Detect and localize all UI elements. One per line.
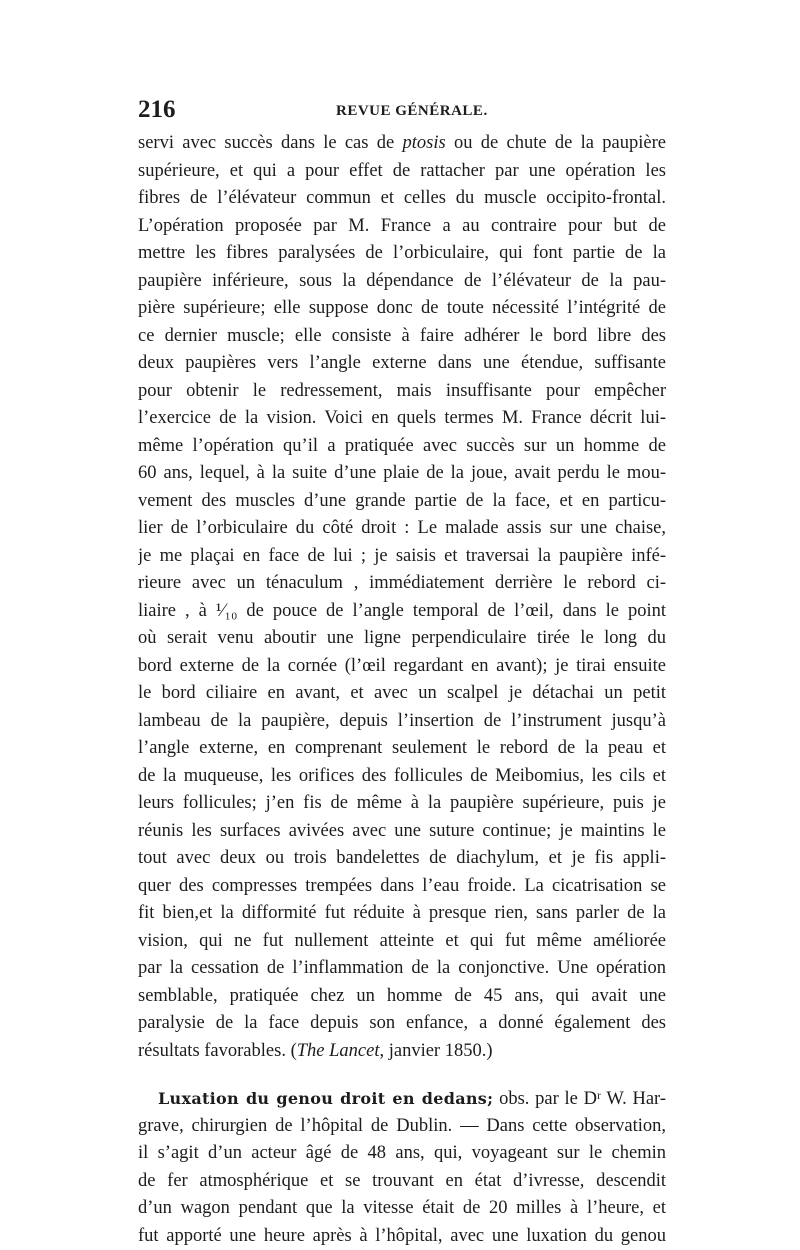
text-line: L’opération proposée par M. France a au contraire pour but de bbox=[138, 213, 666, 241]
text-line: par la cessation de l’inflammation de la conjonctive. Une opération bbox=[138, 955, 666, 983]
text-line: paupière inférieure, sous la dépendance de l’élévateur de la pau- bbox=[138, 268, 666, 296]
text-line: leurs follicules; j’en fis de même à la paupière supérieure, puis je bbox=[138, 790, 666, 818]
text-line: quer des compresses trempées dans l’eau froide. La cicatrisation se bbox=[138, 873, 666, 901]
page-number: 216 bbox=[138, 96, 176, 124]
paragraph-ptosis-operation bbox=[138, 130, 666, 1065]
text-line: lier de l’orbiculaire du côté droit : Le malade assis sur une chaise, bbox=[138, 515, 666, 543]
text-line: mettre les fibres paralysées de l’orbiculaire, qui font partie de la bbox=[138, 240, 666, 268]
term-ptosis: ptosis bbox=[403, 133, 446, 153]
text-line: où serait venu aboutir une ligne perpendiculaire tirée le long du bbox=[138, 625, 666, 653]
text-line: de fer atmosphérique et se trouvant en état d’ivresse, descendit bbox=[138, 1168, 666, 1196]
text-line: rieure avec un ténaculum , immédiatement derrière le rebord ci- bbox=[138, 570, 666, 598]
text-line: pour obtenir le redressement, mais insuffisante pour empêcher bbox=[138, 378, 666, 406]
text-line: vement des muscles d’une grande partie de la face, et en particu- bbox=[138, 488, 666, 516]
text-line: ce dernier muscle; elle consiste à faire adhérer le bord libre des bbox=[138, 323, 666, 351]
text-line: bord externe de la cornée (l’œil regardant en avant); je tirai ensuite bbox=[138, 653, 666, 681]
text-line: deux paupières vers l’angle externe dans une étendue, suffisante bbox=[138, 350, 666, 378]
text-line: liaire , à ¹⁄₁₀ de pouce de l’angle temporal de l’œil, dans le point bbox=[138, 598, 666, 626]
text-line: fut apporté une heure après à l’hôpital, avec une luxation du genou bbox=[138, 1223, 666, 1250]
text-line: il s’agit d’un acteur âgé de 48 ans, qui, voyageant sur le chemin bbox=[138, 1140, 666, 1168]
page-header bbox=[138, 96, 668, 126]
text-line: paralysie de la face depuis son enfance, a donné également des bbox=[138, 1010, 666, 1038]
text-line: 60 ans, lequel, à la suite d’une plaie de la joue, avait perdu le mou- bbox=[138, 460, 666, 488]
text-line: l’exercice de la vision. Voici en quels termes M. France décrit lui- bbox=[138, 405, 666, 433]
paragraph-knee-luxation bbox=[138, 1085, 666, 1250]
text-line: de la muqueuse, les orifices des follicules de Meibomius, les cils et bbox=[138, 763, 666, 791]
text-line: le bord ciliaire en avant, et avec un scalpel je détachai un petit bbox=[138, 680, 666, 708]
text-line: grave, chirurgien de l’hôpital de Dublin. — Dans cette observation, bbox=[138, 1113, 666, 1141]
paragraph-gap bbox=[138, 1065, 666, 1085]
text-line: réunis les surfaces avivées avec une suture continue; je maintins le bbox=[138, 818, 666, 846]
text-line: lambeau de la paupière, depuis l’insertion de l’instrument jusqu’à bbox=[138, 708, 666, 736]
text-line: vision, qui ne fut nullement atteinte et qui fut même améliorée bbox=[138, 928, 666, 956]
running-title: REVUE GÉNÉRALE. bbox=[336, 103, 488, 120]
text-line: je me plaçai en face de lui ; je saisis et traversai la paupière infé- bbox=[138, 543, 666, 571]
text-line: résultats favorables. (The Lancet, janvier 1850.) bbox=[138, 1038, 666, 1066]
citation-journal: The Lancet bbox=[297, 1041, 380, 1061]
article-body bbox=[138, 130, 666, 1250]
text-line: fit bien,et la difformité fut réduite à presque rien, sans parler de la bbox=[138, 900, 666, 928]
text-line: servi avec succès dans le cas de ptosis ou de chute de la paupière bbox=[138, 130, 666, 158]
section-title: Luxation du genou droit en dedans; bbox=[158, 1089, 493, 1108]
text-line: semblable, pratiquée chez un homme de 45 ans, qui avait une bbox=[138, 983, 666, 1011]
text-line: tout avec deux ou trois bandelettes de diachylum, et je fis appli- bbox=[138, 845, 666, 873]
text-line: d’un wagon pendant que la vitesse était de 20 milles à l’heure, et bbox=[138, 1195, 666, 1223]
text-line: pière supérieure; elle suppose donc de toute nécessité l’intégrité de bbox=[138, 295, 666, 323]
text-line: Luxation du genou droit en dedans; obs. par le Dʳ W. Har- bbox=[138, 1085, 666, 1113]
text-line: même l’opération qu’il a pratiquée avec succès sur un homme de bbox=[138, 433, 666, 461]
text-line: supérieure, et qui a pour effet de rattacher par une opération les bbox=[138, 158, 666, 186]
text-line: fibres de l’élévateur commun et celles du muscle occipito-frontal. bbox=[138, 185, 666, 213]
text-line: l’angle externe, en comprenant seulement le rebord de la peau et bbox=[138, 735, 666, 763]
